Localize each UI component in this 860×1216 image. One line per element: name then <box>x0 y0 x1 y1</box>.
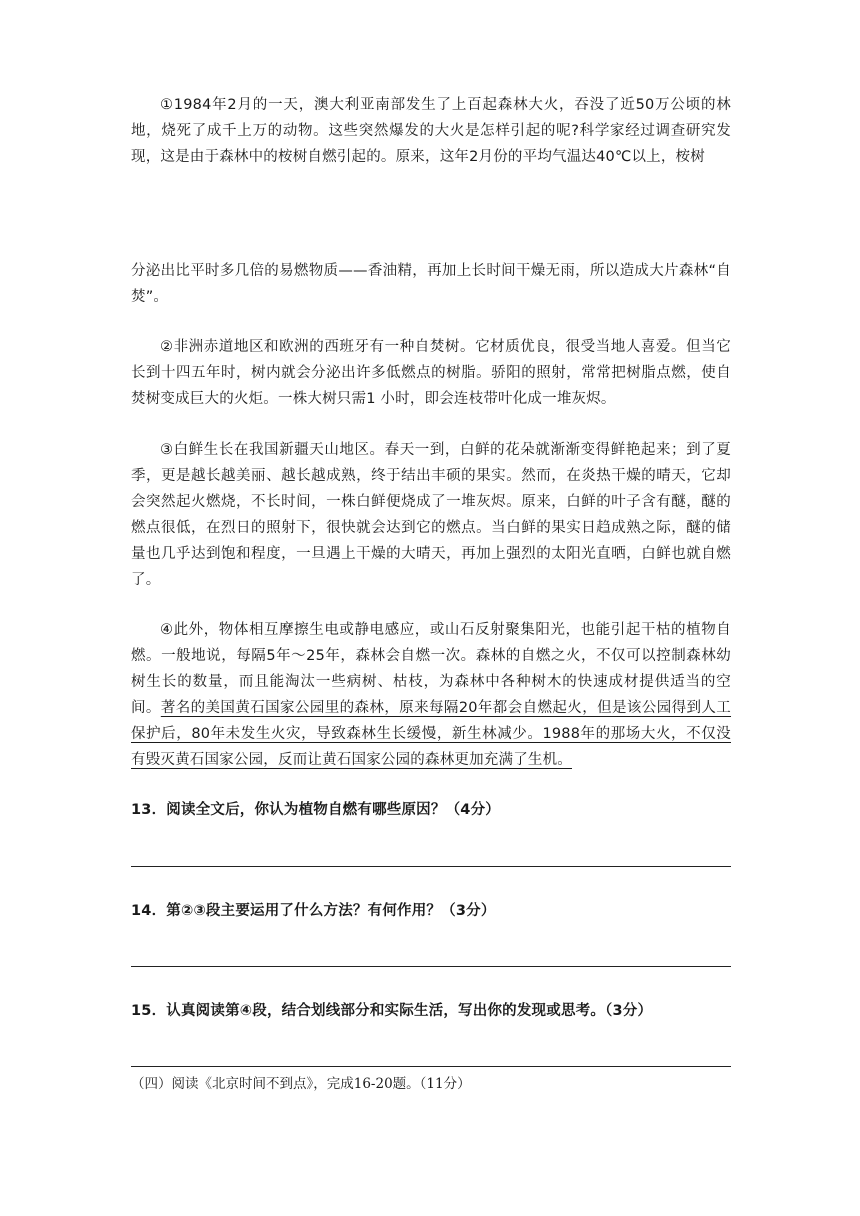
answer-line-14[interactable] <box>131 966 731 967</box>
paragraph-1-part-1: ①1984年2月的一天，澳大利亚南部发生了上百起森林大火，吞没了近50万公顷的林地，烧死了成千上万的动物。这些突然爆发的大火是怎样引起的呢?科学家经过调查研究发现，这是由于森林中的桉树自燃引起的。原来，这年2月份的平均气温达40℃以上，桉树 <box>131 97 731 165</box>
paragraph-1-part-2: 分泌出比平时多几倍的易燃物质——香油精，再加上长时间干燥无雨，所以造成大片森林“自焚”。 <box>131 263 731 305</box>
paragraph-3: ③白鲜生长在我国新疆天山地区。春天一到，白鲜的花朵就渐渐变得鲜艳起来；到了夏季，更是越长越美丽、越长越成熟，终于结出丰硕的果实。然而，在炎热干燥的晴天，它却会突然起火燃烧，不长时间，一株白鲜便烧成了一堆灰烬。原来，白鲜的叶子含有醚，醚的燃点很低，在烈日的照射下，很快就会达到它的燃点。当白鲜的果实日趋成熟之际，醚的储量也几乎达到饱和程度，一旦遇上干燥的大晴天，再加上强烈的太阳光直晒，白鲜也就自燃了。 <box>131 442 731 588</box>
question-15: 15．认真阅读第④段，结合划线部分和实际生活，写出你的发现或思考。（3分） <box>131 1003 653 1019</box>
paragraph-2: ②非洲赤道地区和欧洲的西班牙有一种自焚树。它材质优良，很受当地人喜爱。但当它长到十四五年时，树内就会分泌出许多低燃点的树脂。骄阳的照射，常常把树脂点燃，使自焚树变成巨大的火炬。一株大树只需1 小时，即会连枝带叶化成一堆灰烬。 <box>131 339 731 407</box>
question-14: 14．第②③段主要运用了什么方法？有何作用？（3分） <box>131 903 496 919</box>
question-13: 13．阅读全文后，你认为植物自燃有哪些原因？（4分） <box>131 802 500 818</box>
paragraph-4-underlined-text: 著名的美国黄石国家公园里的森林，原来每隔20年都会自燃起火，但是该公园得到人工保护后，80年未发生火灾，导致森林生长缓慢，新生林减少。1988年的那场大火，不仅没有毁灭黄石国家公园，反而让黄石国家公园的森林更加充满了生机。 <box>131 700 732 768</box>
paragraph-4-text: ④此外，物体相互摩擦生电或静电感应，或山石反射聚集阳光，也能引起干枯的植物自燃。一般地说，每隔5年～25年，森林会自燃一次。森林的自燃之火，不仅可以控制森林幼树生长的数量，而且能淘汰一些病树、枯枝，为森林中各种树木的快速成材提供适当的空间。 <box>131 622 731 716</box>
answer-line-15[interactable] <box>131 1066 731 1067</box>
paragraph-4 <box>131 617 731 773</box>
answer-line-13[interactable] <box>131 866 731 867</box>
section-heading: （四）阅读《北京时间不到点》，完成16-20题。（11分） <box>131 1076 471 1092</box>
